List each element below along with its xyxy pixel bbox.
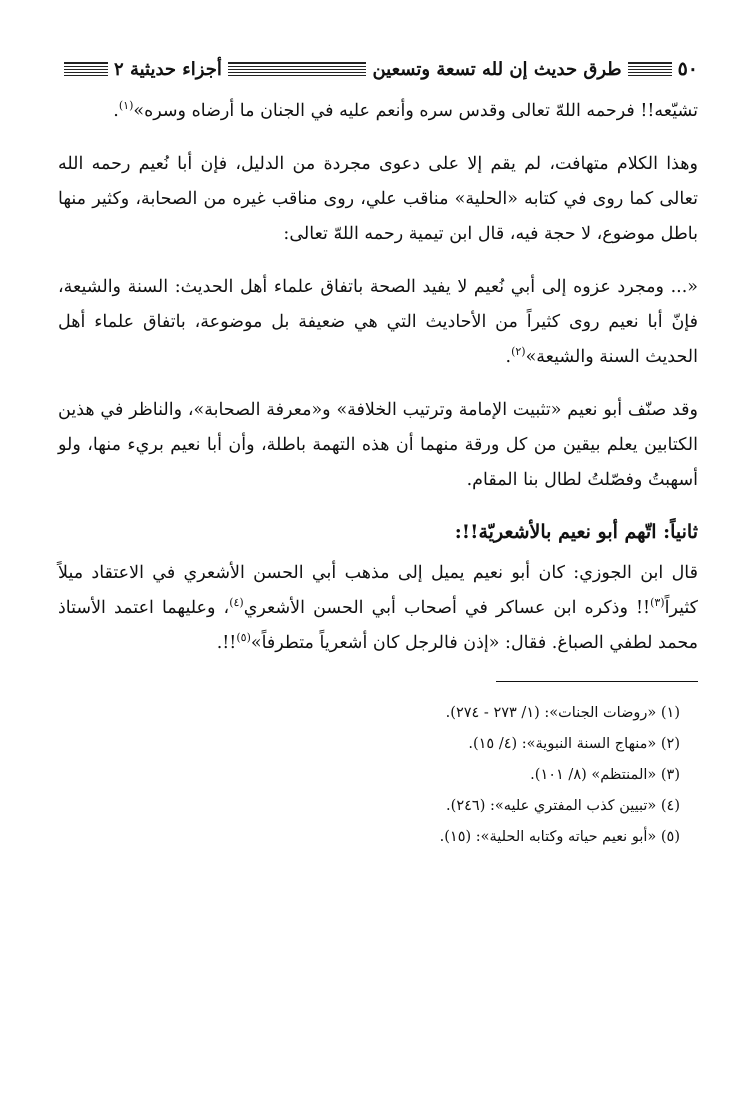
running-header (58, 52, 698, 86)
footnote: (٥) «أبو نعيم حياته وكتابه الحلية»: (١٥). (439, 829, 680, 845)
footnote-ref: (٣) (650, 596, 665, 610)
header-title-center: طرق حديث إن لله تسعة وتسعين (372, 58, 622, 80)
footnotes-list (58, 698, 698, 853)
footnote-ref: (٤) (229, 596, 244, 610)
footnote: (٢) «منهاج السنة النبوية»: (٤/ ١٥). (468, 736, 680, 752)
footnote: (٤) «تبيين كذب المفتري عليه»: (٢٤٦). (446, 798, 680, 814)
footnote: (١) «روضات الجنات»: (١/ ٢٧٣ - ٢٧٤). (445, 705, 680, 721)
footnote: (٣) «المنتظم» (٨/ ١٠١). (530, 767, 680, 783)
header-title-right: أجزاء حديثية ٢ (114, 58, 222, 80)
header-ornament-bar (228, 62, 367, 76)
section-subheading: ثانياً: اتّهم أبو نعيم بالأشعريّة!!: (454, 521, 698, 543)
paragraph: قال ابن الجوزي: كان أبو نعيم يميل إلى مذهب أبي الحسن الأشعري في الاعتقاد ميلاً كثيراً$^{(٣)}$!! وذكره ابن عساكر في أصحاب أبي الحسن الأشعري$^{(٤)}$، وعليهما اعتمد الأستاذ محمد لطفي الصباغ. فقال: «إذن فالرجل كان أشعرياً متطرفاً»$^{(٥)}$!!. (58, 563, 699, 653)
footnote-ref: (١) (118, 99, 134, 113)
footnote-ref: (٢) (511, 345, 526, 359)
footnote-ref: (٥) (236, 631, 251, 645)
book-page (58, 52, 698, 853)
header-ornament-bar (628, 62, 672, 76)
paragraph: وقد صنّف أبو نعيم «تثبيت الإمامة وترتيب الخلافة» و«معرفة الصحابة»، والناظر في هذين الكتابين يعلم بيقين من كل ورقة منهما أن هذه التهمة باطلة، وأن أبا نعيم بريء منها، ولو أسهبتُ وفصّلتُ لطال بنا المقام. (58, 400, 698, 490)
page-number: ٥٠ (677, 58, 698, 80)
paragraph: تشيّعه!! فرحمه اللهّ تعالى وقدس سره وأنعم عليه في الجنان ما أرضاه وسره»$^{(١)}$. (113, 99, 698, 121)
footnote-divider (496, 681, 698, 682)
header-ornament-bar (64, 62, 108, 76)
paragraph: وهذا الكلام متهافت، لم يقم إلا على دعوى مجردة من الدليل، فإن أبا نُعيم رحمه الله تعالى كما روى في كتابه «الحلية» مناقب علي، روى مناقب غيره من الصحابة، وكثير منها باطل موضوع، لا حجة فيه، قال ابن تيمية رحمه اللهّ تعالى: (58, 154, 698, 244)
quote-paragraph: «... ومجرد عزوه إلى أبي نُعيم لا يفيد الصحة باتفاق علماء أهل الحديث: السنة والشيعة، فإنّ أبا نعيم روى كثيراً من الأحاديث التي هي ضعيفة بل موضوعة، باتفاق علماء أهل الحديث السنة والشيعة»$^{(٢)}$. (58, 277, 698, 367)
